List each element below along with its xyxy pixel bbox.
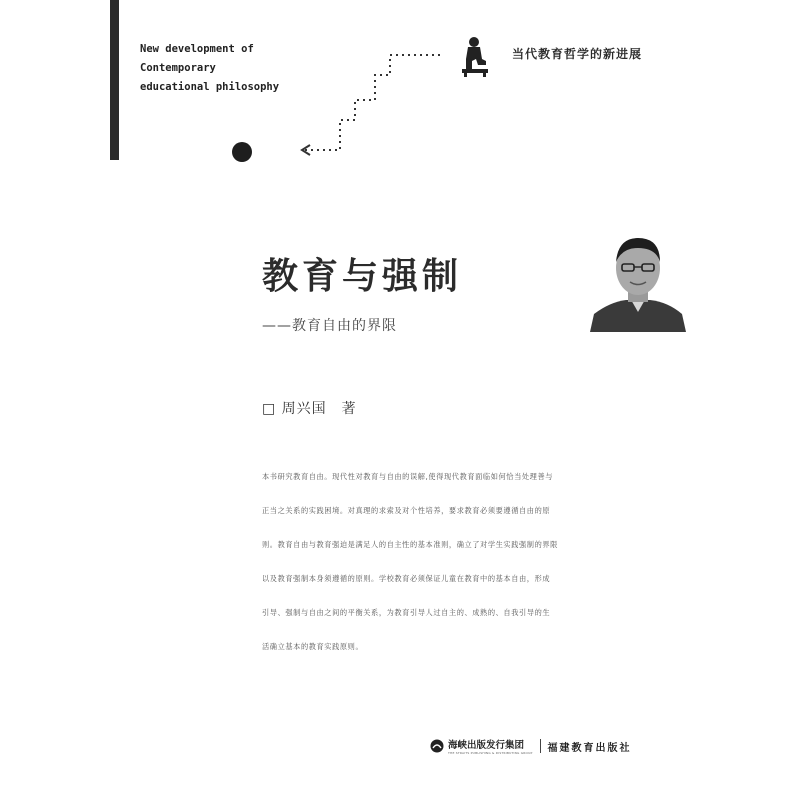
decorative-dot bbox=[232, 142, 252, 162]
publisher-logo-icon bbox=[430, 739, 444, 753]
series-english-title: New development of Contemporary educational philosophy bbox=[140, 43, 280, 93]
publisher-block bbox=[430, 737, 632, 755]
description-line: 以及教育强制本身须遵循的原则。学校教育必须保证儿童在教育中的基本自由，形成 bbox=[262, 574, 551, 583]
publisher-group-english: THE STRAITS PUBLISHING & DISTRIBUTING GROUP bbox=[448, 751, 533, 755]
publisher-group-name: 海峡出版发行集团 bbox=[448, 740, 525, 751]
publisher-group bbox=[448, 737, 533, 755]
book-title: 教育与强制 bbox=[262, 255, 463, 297]
description-line: 活确立基本的教育实践原则。 bbox=[262, 642, 364, 651]
description-line: 引导、强制与自由之间的平衡关系，为教育引导人过自主的、成熟的、自我引导的生 bbox=[262, 608, 551, 617]
thinker-statue-icon bbox=[458, 35, 494, 77]
left-accent-bar bbox=[110, 0, 119, 160]
publisher-name: 福建教育出版社 bbox=[547, 742, 632, 754]
stair-dotted-arrow bbox=[290, 45, 450, 160]
series-chinese-title: 当代教育哲学的新进展 bbox=[512, 47, 643, 61]
author-portrait bbox=[590, 232, 686, 332]
description-line: 正当之关系的实践困境。对真理的求索及对个性培养，要求教育必须要遵循自由的原 bbox=[262, 506, 551, 515]
description-line: 则。教育自由与教育强迫是满足人的自主性的基本准则，确立了对学生实践强制的界限 bbox=[262, 540, 558, 549]
book-description bbox=[262, 460, 607, 664]
book-subtitle: ——教育自由的界限 bbox=[262, 318, 397, 334]
description-line: 本书研究教育自由。现代性对教育与自由的误解,使得现代教育面临如何恰当处理善与 bbox=[262, 472, 554, 481]
publisher-divider bbox=[540, 739, 541, 753]
author-line: □ 周兴国 著 bbox=[262, 401, 357, 417]
